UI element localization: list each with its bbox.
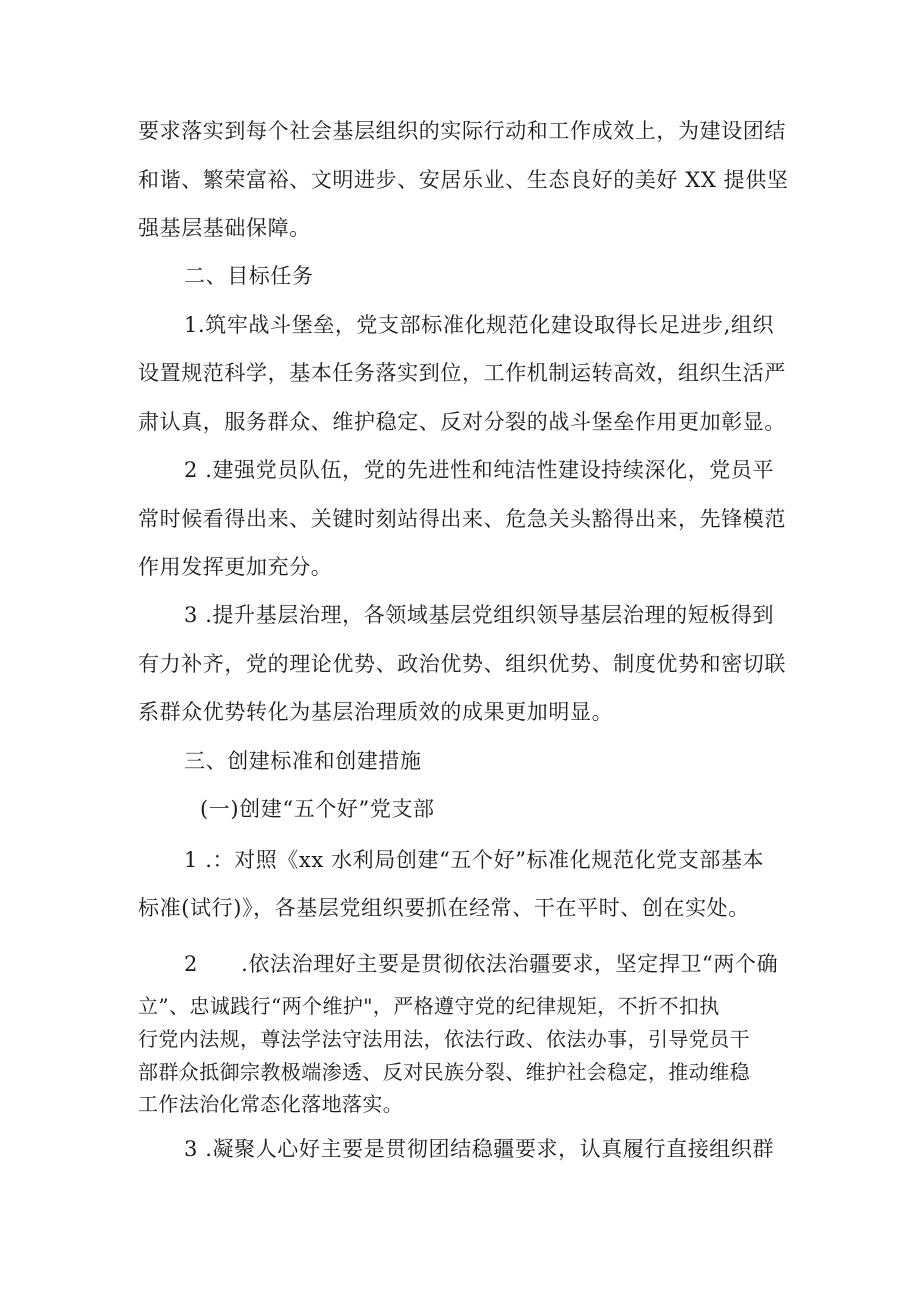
intro-line-1: 要求落实到每个社会基层组织的实际行动和工作成效上，为建设团结 [138,119,786,143]
standard-2-line-3: 行党内法规，尊法学法守法用法，依法行政、依法办事，引导党员干 [138,1027,750,1051]
goal-1-line-2: 设置规范科学，基本任务落实到位，工作机制运转高效，组织生活严 [138,361,786,385]
intro-line-3: 强基层基础保障。 [138,216,311,240]
goal-3-line-2: 有力补齐，党的理论优势、政治优势、组织优势、制度优势和密切联 [138,652,786,676]
standard-2-line-5: 工作法治化常态化落地落实。 [138,1092,404,1116]
subsection-heading-five-good: (一)创建“五个好”党支部 [200,797,435,821]
standard-1-line-2: 标准(试行)》，各基层党组织要抓在经常、干在平时、创在实处。 [138,896,750,920]
standard-3-line-1: 3 .凝聚人心好主要是贯彻团结稳疆要求，认真履行直接组织群 [184,1137,775,1161]
goal-1-line-3: 肃认真，服务群众、维护稳定、反对分裂的战斗堡垒作用更加彰显。 [138,410,786,434]
section-heading-goals: 二、目标任务 [184,264,314,288]
section-heading-standards: 三、创建标准和创建措施 [184,749,422,773]
intro-line-2: 和谐、繁荣富裕、文明进步、安居乐业、生态良好的美好 XX 提供坚 [138,168,789,192]
standard-2-line-1: 2 .依法治理好主要是贯彻依法治疆要求，坚定捍卫“两个确 [184,952,779,976]
goal-3-line-3: 系群众优势转化为基层治理质效的成果更加明显。 [138,700,614,724]
goal-2-line-3: 作用发挥更加充分。 [138,555,333,579]
goal-2-line-1: 2 .建强党员队伍，党的先进性和纯洁性建设持续深化，党员平 [184,458,775,482]
standard-2-line-2: 立”、忠诚践行“两个维护"，严格遵守党的纪律规矩，不折不扣执 [138,994,720,1018]
standard-1-line-1: 1 .：对照《xx 水利局创建“五个好”标准化规范化党支部基本 [184,848,765,872]
goal-1-line-1: 1.筑牢战斗堡垒，党支部标准化规范化建设取得长足进步,组织 [184,313,775,337]
goal-3-line-1: 3 .提升基层治理，各领域基层党组织领导基层治理的短板得到 [184,603,775,627]
standard-2-line-4: 部群众抵御宗教极端渗透、反对民族分裂、维护社会稳定，推动维稳 [138,1060,750,1084]
goal-2-line-2: 常时候看得出来、关键时刻站得出来、危急关头豁得出来，先锋模范 [138,507,786,531]
